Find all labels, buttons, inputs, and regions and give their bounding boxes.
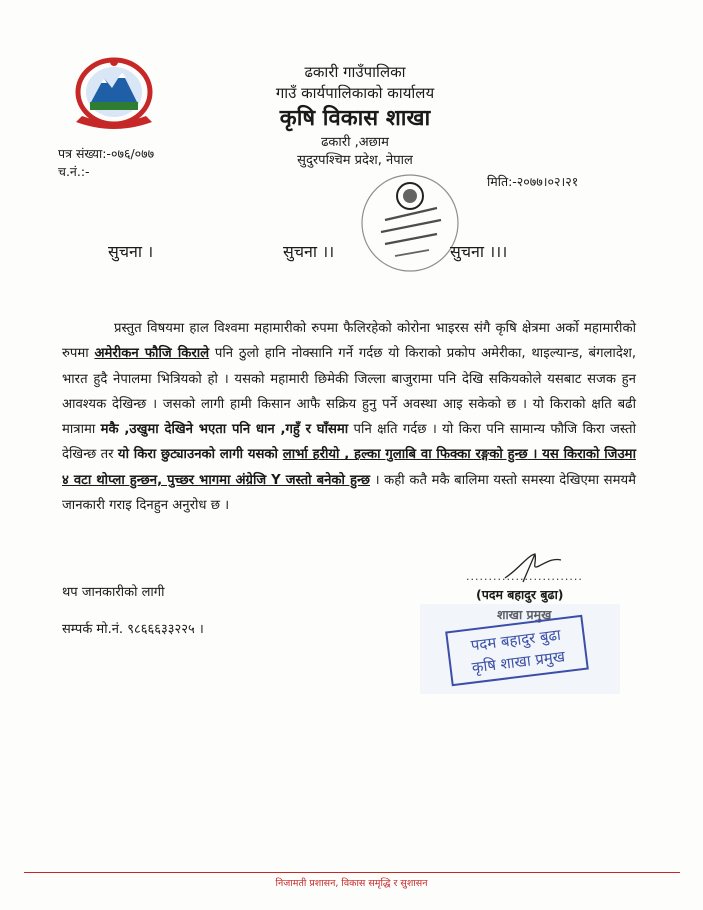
dispatch-number: च.नं.:- [58,164,90,179]
municipality-name: ढकारी गाउँपालिका [304,63,406,81]
body-highlight-spots: । यस किराको जिउमा ४ वटा थोप्ला हुन्छन, पुच्छर भागमा अंग्रेजि Y जस्तो बनेको हुन्छ [62,447,636,488]
reference-block [58,145,154,181]
office-name: गाउँ कार्यपालिकाको कार्यालय [275,84,435,102]
notice-heading-2: सुचना ।। [283,242,335,261]
body-text-2: पनि ठुलो हानि नोक्सानि गर्ने गर्दछ यो किराको प्रकोप अमेरीका, थाइल्यान्ड, बंगलादेश, भारत हुदै नेपालमा भित्रियको हो । यसको महामारी छिमेकी जिल्ला बाजुरामा पनि देखि सकियकोले यसबाट सजक हुन आवश्यक देखिन्छ । जसको लागी हामी किसान आफै सक्रिय हुनु पर्ने अवस्था आइ सकेको छ । यो किराको क्षति बढी मात्रामा [62,346,637,438]
notice-heading-3: सुचना ।।। [450,242,508,261]
body-highlight-crops: मकै ,उखुमा देखिने भएता पनि धान ,गहुँ र घाँसमा [100,422,349,438]
body-text-4: । कही कतै मकै बालिमा यस्तो समस्या देखिएमा समयमै जानकारी गराइ दिनहुन अनुरोध छ । [62,472,637,514]
body-highlight-pest-name: अमेरीकन फौजि किराले [94,346,210,362]
body-text-1: प्रस्तुत विषयमा हाल विश्वमा महामारीको रुपमा फैलिरहेको कोरोना भाइरस संगै कृषि क्षेत्रमा अर्को महामारीको रुपमा [62,321,636,362]
notice-heading-1: सुचना । [108,242,154,261]
office-address: ढकारी ,अछाम [321,135,389,150]
signatory-title: शाखा प्रमुख [497,607,552,622]
section-name: कृषि विकास शाखा [279,106,431,131]
letter-number: पत्र संख्या:-०७६/०७७ [58,146,155,161]
name-stamp-line-2: कृषि शाखा प्रमुख [470,647,566,677]
notice-headings [0,240,703,270]
contact-number: सम्पर्क मो.नं. ९८६६६३३२२५ । [62,622,204,637]
signature-line: .......................... [466,570,583,583]
letter-date: मिति:-२०७७।०२।२१ [487,174,579,189]
extra-info-label: थप जानकारीको लागी [62,585,165,600]
footer-motto: निजामती प्रशासन, विकास समृद्धि र सुशासन [275,878,428,889]
nepal-emblem-icon [66,52,162,136]
footer-divider [24,872,680,873]
province-name: सुदुरपश्चिम प्रदेश, नेपाल [297,153,413,168]
signatory-name: (पदम बहादुर बुढा) [476,587,564,602]
body-text-3: पनि क्षति गर्दछ । यो किरा पनि सामान्य फौजि किरा जस्तो देखिन्छ तर [62,422,636,463]
body-highlight-larva: लार्भा हरीयो , हल्का गुलाबि वा फिक्का रङ्गको हुन्छ [282,447,528,463]
body-highlight-identify: यो किरा छुट्याउनको लागी यसको [117,447,283,463]
notice-body [62,316,636,518]
letterhead [200,62,510,170]
name-stamp-line-1: पदम बहादुर बुढा [469,625,562,655]
